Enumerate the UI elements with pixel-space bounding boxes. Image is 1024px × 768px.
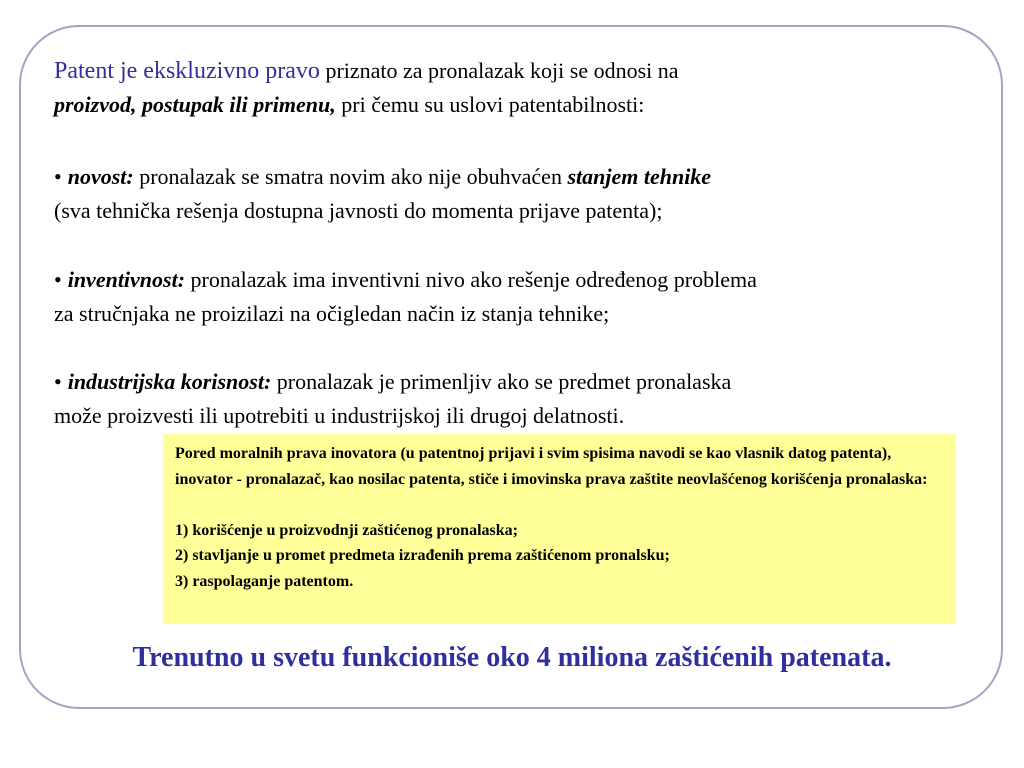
bullet-text: pronalazak se smatra novim ako nije obuhvaćen <box>133 164 568 189</box>
bullet-industrijska-korisnost <box>54 365 974 433</box>
note-item-3: 3) raspolaganje patentom. <box>175 572 354 590</box>
bullet-term: inventivnost: <box>67 267 186 292</box>
bullet-line-2: može proizvesti ili upotrebiti u industrijskoj ili drugoj delatnosti. <box>54 403 625 428</box>
bullet-line-2: (sva tehnička rešenja dostupna javnosti do momenta prijave patenta); <box>54 198 663 223</box>
bullet-text: pronalazak ima inventivni nivo ako rešenje određenog problema <box>185 267 757 292</box>
bullet-text: pronalazak je primenljiv ako se predmet pronalaska <box>271 369 732 394</box>
bullet-marker: • <box>54 369 62 394</box>
note-paragraph: Pored moralnih prava inovatora (u patentnoj prijavi i svim spisima navodi se kao vlasnik datog patenta), inovator - pronalazač, kao nosilac patenta, stiče i imovinska prava zaštite neovlašćenog korišćenja pronalaska: <box>175 445 928 488</box>
note-box <box>163 434 956 624</box>
footer-statement: Trenutno u svetu funkcioniše oko 4 miliona zaštićenih patenata. <box>132 642 892 673</box>
note-item-2: 2) stavljanje u promet predmeta izrađenih prema zaštićenom pronalsku; <box>175 547 670 564</box>
intro-paragraph <box>54 54 974 122</box>
intro-text-2: pri čemu su uslovi patentabilnosti: <box>335 92 645 117</box>
bullet-term: novost: <box>67 164 134 189</box>
bullet-term: industrijska korisnost: <box>67 369 272 394</box>
bullet-novost <box>54 160 974 228</box>
note-spacer <box>175 492 944 518</box>
bullet-marker: • <box>54 164 62 189</box>
bullet-emphasis: stanjem tehnike <box>567 164 712 189</box>
bullet-inventivnost <box>54 263 974 331</box>
bullet-line-2: za stručnjaka ne proizilazi na očigledan način iz stanja tehnike; <box>54 301 610 326</box>
note-item-1: 1) korišćenje u proizvodnji zaštićenog pronalaska; <box>175 521 518 539</box>
intro-title: Patent je ekskluzivno pravo <box>54 58 320 84</box>
intro-emphasis: proizvod, postupak ili primenu, <box>54 92 336 117</box>
intro-text-1: priznato za pronalazak koji se odnosi na <box>319 58 679 83</box>
bullet-marker: • <box>54 267 62 292</box>
